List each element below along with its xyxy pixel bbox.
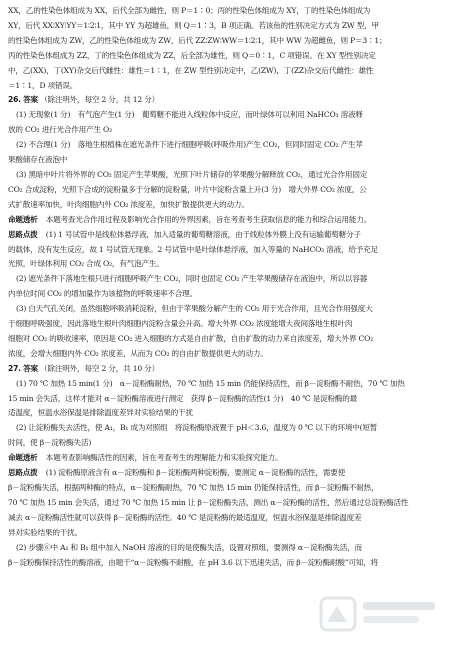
intro-line: 中，乙(XX)，丁(XY)杂交后代雌性：雄性＝1∶1，在 ZW 型性别决定中，乙(ZW)，丁(ZZ)杂交后代雌性：雄性 bbox=[8, 65, 374, 75]
q26-idea-line: 细胞对 CO₂ 的吸收速率，原因是 CO₂ 进入细胞的方式是自由扩散，自由扩散的动力来自浓度差，增大外界 CO₂ bbox=[8, 333, 374, 343]
q26-answer-line: 式扩散速率加快，叶肉细胞内外 CO₂ 浓度差，加快扩散提供更大的动力。 bbox=[8, 199, 249, 209]
q26-answer-line: 放的 CO₂ 进行光合作用产生 O₂ bbox=[8, 125, 112, 135]
q26-idea-line: 的载体，没有发生反应，故 1 号试管无现象。2 号试管中是叶绿体悬浮液，加入等量的 NaHCO₃ 溶液，给予充足 bbox=[8, 244, 378, 254]
q26-idea-label: 思路点拨 bbox=[8, 229, 38, 239]
q26-idea-line: 光照，叶绿体利用 CO₂ 合成 O₂，有气泡产生。 bbox=[8, 259, 164, 269]
q26-idea bbox=[8, 228, 439, 243]
intro-block bbox=[8, 4, 439, 93]
q26-idea-line: 浓度，会增大细胞内外 CO₂ 浓度差，从而为 CO₂ 的自由扩散提供更大的动力。 bbox=[8, 348, 268, 358]
q27-answer-line: (2) 让淀粉酶失去活性，使 A₁，B₁ 成为对照组 将淀粉酶原液置于 pH＜3.6，温度为 0 ℃ 以下的环境中(短暂 bbox=[16, 423, 378, 433]
q27-intent bbox=[8, 451, 439, 466]
q26-number: 26. bbox=[8, 95, 21, 105]
q26-intent bbox=[8, 213, 439, 228]
q26-answer-header bbox=[8, 93, 439, 108]
q27-idea-line: β－淀粉酶保持活性的酶溶液，由题干“α－淀粉酶不耐酸，在 pH 3.6 以下迅速失活，而 β－淀粉酶耐酸”可知，将 bbox=[8, 557, 379, 567]
q27-idea-line: (1) 淀粉酶原液含有 α－淀粉酶和 β－淀粉酶两种淀粉酶，要测定 α－淀粉酶的活性，需要使 bbox=[45, 468, 346, 478]
q27-idea-line: β－淀粉酶失活，根据两种酶的特点，α－淀粉酶耐热，70 ℃ 加热 15 min 仍能保持活性，而 β－淀粉酶不耐热， bbox=[8, 483, 379, 492]
q26-idea-line: (2) 遮光条件下落地生根只进行细胞呼吸产生 CO₂，同时也固定 CO₂ 产生苹果酸储存在液泡中，所以以容器 bbox=[16, 274, 368, 284]
q26-intent-text: 本题考查光合作用过程及影响光合作用的外界因素，旨在考查考生获取信息的能力和综合运用能力。 bbox=[45, 214, 372, 224]
q27-idea-label: 思路点拨 bbox=[8, 468, 38, 478]
q27-answer-line: (1) 70 ℃ 加热 15 min(1 分) α－淀粉酶耐热，70 ℃ 加热 15 min 仍能保持活性，而 β－淀粉酶不耐热，70 ℃ 加热 bbox=[16, 378, 405, 388]
q27-idea-line: 异对实验结果的干扰。 bbox=[8, 527, 82, 537]
intro-line: 的性染色体组成为 ZW，乙的性染色体组成为 ZW，后代 ZZ∶ZW∶WW＝1∶2∶1，其中 WW 为超雌鱼，则 P＝3∶1； bbox=[8, 35, 387, 45]
watermark-logo bbox=[319, 592, 439, 636]
q27-answer-line: 15 min 会失活，这样才能对 α－淀粉酶溶液进行测定 获得 β－淀粉酶的活性(1 分) 40 ℃ 是淀粉酶的最 bbox=[8, 393, 358, 403]
q27-answer-line: 适温度，恒温水浴保温是排除温度差异对实验结果的干扰 bbox=[8, 408, 193, 418]
q26-answer-line: (1) 无现象(1 分) 有气泡产生(1 分) 葡萄糖不能进入线粒体中反应，而叶绿体可以利用 NaHCO₃ 溶液释 bbox=[16, 110, 363, 120]
q26-idea-line: 于细胞呼吸强度，因此落地生根叶肉细胞内淀粉含量会升高。增大外界 CO₂ 浓度能增大夜间落地生根叶肉 bbox=[8, 319, 353, 329]
q27-answer-label: 答案 bbox=[23, 363, 38, 373]
q27-idea-line: 70 ℃ 加热 15 min 会失活，通过 70 ℃ 加热 15 min 让 β－淀粉酶失活，测出 α－淀粉酶的活性，然后通过总淀粉酶活性 bbox=[8, 497, 409, 507]
q26-answer-line: (2) 不合理(1 分) 落地生根植株在遮光条件下进行细胞呼吸(呼吸作用)产生 CO₂，但同时固定 CO₂ 产生苹 bbox=[16, 140, 363, 150]
q26-answer-line: CO₂ 合成淀粉，光照下合成的淀粉量多于分解的淀粉量，叶片中淀粉含量上升(3 分) 增大外界 CO₂ 浓度，公 bbox=[8, 184, 367, 194]
intro-line: XX，乙的性染色体组成为 XX，后代全部为雌性，则 P＝1∶0；丙的性染色体组成为 XY，丁的性染色体组成为 bbox=[8, 6, 371, 15]
q27-intent-label: 命题透析 bbox=[8, 453, 38, 463]
q27-answer-note: （除注明外，每空 2 分，共 10 分） bbox=[40, 363, 159, 373]
intro-line: 丙的性染色体组成为 ZZ，丁的性染色体组成为 ZZ，后全部为雄性，则 Q＝0∶1，C 项错误。在 XY 型性别决定 bbox=[8, 50, 376, 60]
q26-answer-line: (3) 黑暗中叶片将外界的 CO₂ 固定产生苹果酸，光照下叶片储存的苹果酸分解释放 CO₂，通过光合作用固定 bbox=[16, 169, 368, 179]
q26-idea-line: 内单位时间 CO₂ 的增加量作为该植物的呼吸速率不合理。 bbox=[8, 289, 197, 299]
intro-line: XY，后代 XX∶XY∶YY＝1∶2∶1，其中 YY 为超雄鱼，则 Q＝1∶3，B 项正确。若该鱼的性别决定方式为 ZW 型，甲 bbox=[8, 20, 379, 30]
question-27 bbox=[8, 362, 439, 571]
intro-line: ＝1∶1，D 项错误。 bbox=[8, 80, 78, 90]
q27-intent-text: 本题考查影响酶活性的因素，旨在考查考生的理解能力和实验探究能力。 bbox=[45, 453, 283, 463]
question-26 bbox=[8, 93, 439, 361]
q27-number: 27. bbox=[8, 363, 21, 373]
q26-answer-label: 答案 bbox=[23, 95, 38, 105]
q26-answer-line: 果酸储存在液泡中 bbox=[8, 155, 68, 165]
q26-intent-label: 命题透析 bbox=[8, 214, 38, 224]
q27-answer-line: 时间，使 β－淀粉酶失活) bbox=[8, 438, 92, 448]
q26-idea-line: (3) 白天气孔关闭，虽然细胞呼吸消耗淀粉，但由于苹果酸分解产生的 CO₂ 用于光合作用，且光合作用强度大 bbox=[16, 304, 373, 314]
q26-answer-note: （除注明外，每空 2 分，共 12 分） bbox=[40, 95, 159, 105]
q27-idea bbox=[8, 466, 439, 481]
q26-idea-line: (1) 1 号试管中是线粒体悬浮液，加入适量的葡萄糖溶液，由于线粒体外膜上没有运输葡萄糖分子 bbox=[45, 229, 361, 239]
q27-idea-line: (2) 步骤⑥中 A₁ 和 B₁ 组中加入 NaOH 溶液的目的是使酶失活，设置对照组，要测得 α－淀粉酶失活，而 bbox=[16, 542, 362, 552]
q27-answer-header bbox=[8, 362, 439, 377]
q27-idea-line: 减去 α－淀粉酶活性就可以获得 β－淀粉酶的活性。40 ℃ 是淀粉酶的最适温度，恒温水浴保温是排除温度差 bbox=[8, 512, 362, 522]
